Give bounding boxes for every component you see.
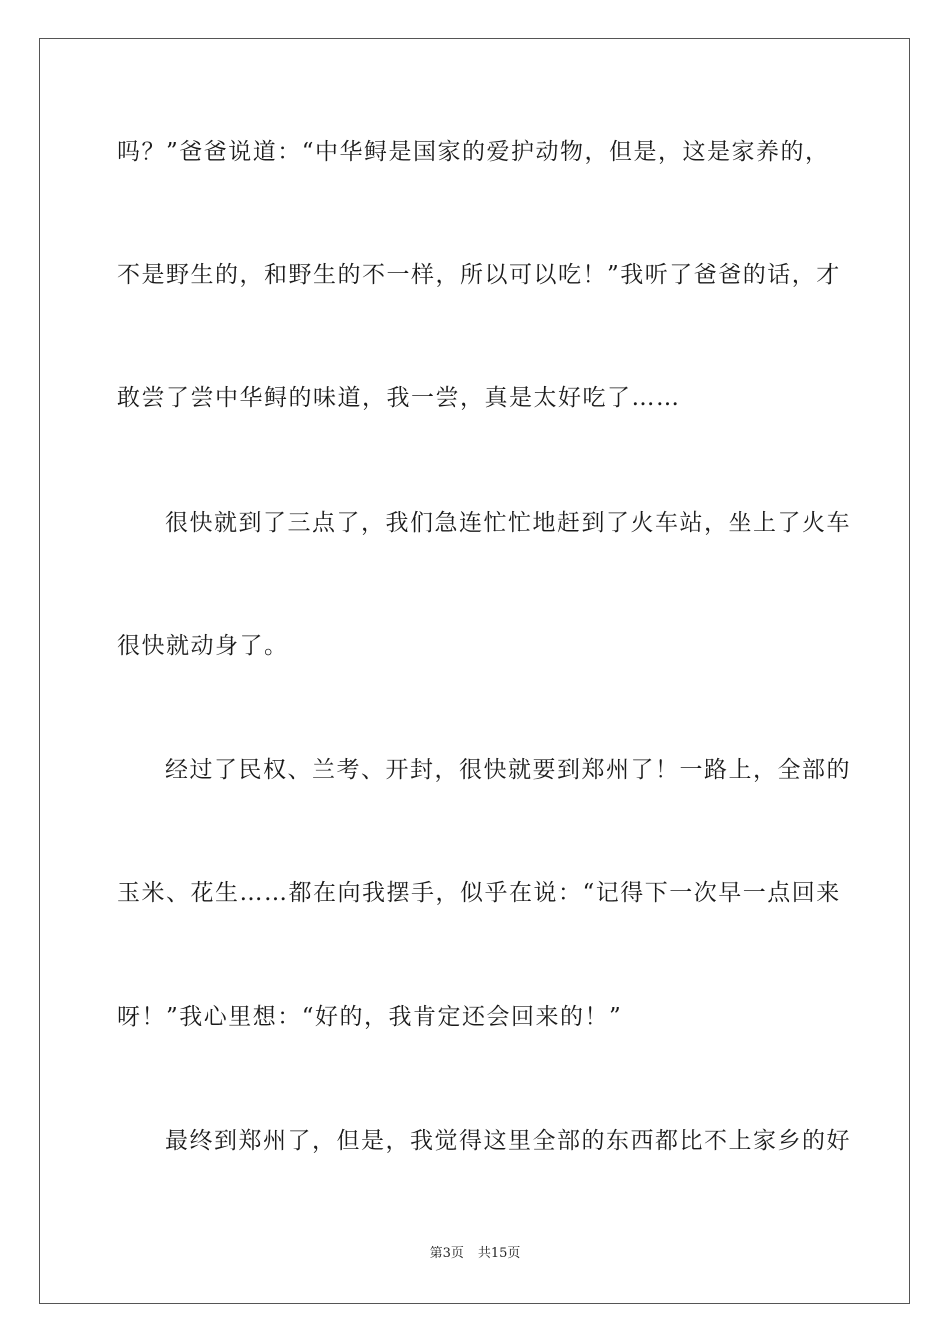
paragraph-start-line-4: 很快就到了三点了，我们急连忙忙地赶到了火车站，坐上了火车 bbox=[165, 510, 851, 536]
page-footer bbox=[0, 1245, 950, 1263]
page-number: 第3页 bbox=[429, 1246, 464, 1261]
paragraph-start-line-9: 最终到郑州了，但是，我觉得这里全部的东西都比不上家乡的好 bbox=[165, 1128, 851, 1154]
text-line-2: 不是野生的，和野生的不一样，所以可以吃！”我听了爸爸的话，才 bbox=[117, 262, 841, 288]
text-line-5: 很快就动身了。 bbox=[117, 633, 289, 659]
total-pages: 共15页 bbox=[477, 1246, 521, 1261]
text-line-8: 呀！”我心里想：“好的，我肯定还会回来的！” bbox=[117, 1004, 623, 1030]
text-line-1: 吗？”爸爸说道：“中华鲟是国家的爱护动物，但是，这是家养的， bbox=[117, 139, 830, 165]
paragraph-start-line-6: 经过了民权、兰考、开封，很快就要到郑州了！一路上，全部的 bbox=[165, 757, 851, 783]
text-line-7: 玉米、花生……都在向我摆手，似乎在说：“记得下一次早一点回来 bbox=[117, 880, 841, 906]
page-border bbox=[39, 38, 910, 1304]
text-line-3: 敢尝了尝中华鲟的味道，我一尝，真是太好吃了…… bbox=[117, 385, 681, 411]
